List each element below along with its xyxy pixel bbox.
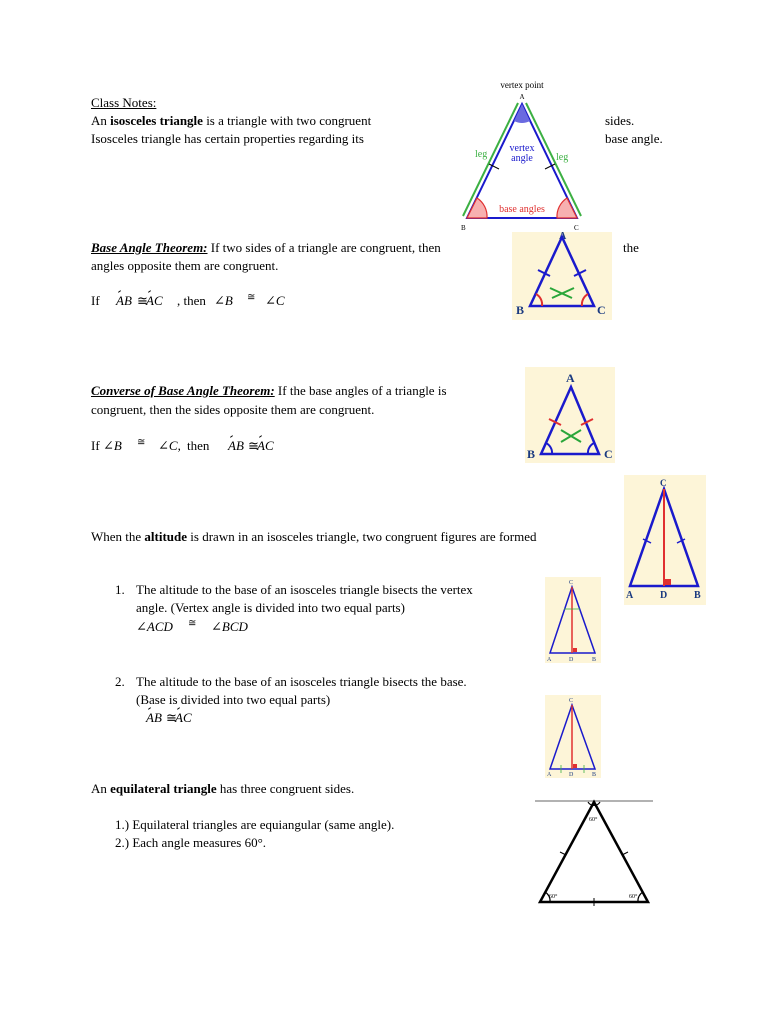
bat-title: Base Angle Theorem: <box>91 240 208 255</box>
bat-text-2: angles opposite them are congruent. <box>91 258 279 273</box>
small1-right-angle <box>573 648 577 652</box>
small2-right-angle <box>573 764 577 768</box>
cbat-ac-segment: AC <box>257 438 274 453</box>
equi-text-a: An <box>91 781 111 796</box>
alt-item-1-congruent: ≅ <box>188 618 197 629</box>
cbat-fig-c: C <box>604 447 613 461</box>
cbat-congruent-symbol-2: ≅ <box>248 438 259 453</box>
alt-fig-a: A <box>626 590 634 601</box>
bat-angle-b: ∠B <box>214 293 233 308</box>
small2-c: C <box>569 698 574 704</box>
converse-theorem-diagram <box>525 367 615 463</box>
equilateral-triangle-diagram <box>535 798 653 906</box>
small1-d: D <box>569 657 574 663</box>
notes-line1-c: sides. <box>605 113 635 128</box>
cbat-then: then <box>187 438 210 453</box>
term-altitude: altitude <box>144 529 188 544</box>
small1-c: C <box>569 580 574 586</box>
bat-text-1: If two sides of a triangle are congruent, then <box>207 240 441 255</box>
vertex-c-label: C <box>574 224 579 232</box>
cbat-text-2: congruent, then the sides opposite them are congruent. <box>91 402 375 417</box>
vertex-b-label: B <box>461 224 466 232</box>
altitude-diagram-small-2 <box>545 695 601 778</box>
alt-item-2-ab-segment: AB <box>146 710 162 725</box>
bat-line-1 <box>91 240 441 256</box>
bat-ac-segment: AC <box>146 293 163 308</box>
alt-item-2-number: 2. <box>115 674 125 689</box>
cbat-text-1: If the base angles of a triangle is <box>274 383 447 398</box>
bat-then: , then <box>177 293 206 308</box>
alt-item-1-number: 1. <box>115 582 125 597</box>
alt-item-1-angle-acd: ∠ACD <box>136 619 173 634</box>
leg-right-label: leg <box>556 152 569 163</box>
bat-text-1b: the <box>623 240 639 255</box>
cbat-angle-b: ∠B <box>103 438 122 453</box>
alt-item-1-line-1: The altitude to the base of an isosceles triangle bisects the vertex <box>136 582 473 597</box>
altitude-diagram-large <box>624 475 706 605</box>
leg-left-label: leg <box>475 149 488 160</box>
altitude-intro <box>91 529 537 545</box>
notes-line-1 <box>91 113 371 129</box>
equi-item-1: 1.) Equilateral triangles are equiangular (same angle). <box>115 817 395 832</box>
equi-text-b: has three congruent sides. <box>216 781 355 796</box>
equi-item-2: 2.) Each angle measures 60°. <box>115 835 267 850</box>
cbat-if: If <box>91 438 100 453</box>
alt-item-2-line-1: The altitude to the base of an isosceles triangle bisects the base. <box>136 674 467 689</box>
vertex-angle-label-1: vertex <box>509 143 535 154</box>
cbat-fig-b: B <box>527 447 536 461</box>
bat-angle-c: ∠C <box>265 293 285 308</box>
bat-if: If <box>91 293 100 308</box>
alt-fig-b: B <box>694 590 701 601</box>
vertex-point-label: vertex point <box>500 80 544 90</box>
vertex-angle-label-2: angle <box>511 153 533 164</box>
small2-b: B <box>592 772 597 778</box>
vertex-a-label: A <box>519 93 525 101</box>
cbat-ab-segment: AB <box>228 438 244 453</box>
small1-a: A <box>547 657 552 663</box>
small2-d: D <box>569 772 574 778</box>
altitude-diagram-small-1 <box>545 577 601 663</box>
bat-fig-c: C <box>597 303 606 317</box>
small2-a: A <box>547 772 552 778</box>
altitude-text-a: When the <box>91 529 145 544</box>
equi-label-right: 60° <box>629 894 638 900</box>
notes-line2-a: Isosceles triangle has certain properties regarding its <box>91 131 364 146</box>
base-angles-label: base angles <box>499 204 545 215</box>
base-angle-theorem-diagram <box>512 232 612 320</box>
cbat-fig-a: A <box>566 371 575 385</box>
cbat-angle-c: ∠C, <box>158 438 181 453</box>
equilateral-intro <box>91 781 354 797</box>
notes-line1-b: is a triangle with two congruent <box>202 113 372 128</box>
alt-item-1-angle-bcd: ∠BCD <box>211 619 248 634</box>
alt-item-2-ac-segment: AC <box>175 710 192 725</box>
cbat-line-1 <box>91 383 447 399</box>
alt-item-2-line-2: (Base is divided into two equal parts) <box>136 692 331 707</box>
cbat-title: Converse of Base Angle Theorem: <box>91 383 275 398</box>
alt-fig-c: C <box>660 478 667 488</box>
term-isosceles-triangle: isosceles triangle <box>110 113 203 128</box>
notes-heading: Class Notes: <box>91 95 157 110</box>
equi-label-top: 60° <box>589 817 598 823</box>
altitude-text-b: is drawn in an isosceles triangle, two congruent figures are formed <box>187 529 537 544</box>
equi-label-left: 60° <box>549 894 558 900</box>
isosceles-triangle-diagram <box>455 78 590 233</box>
alt-item-1-line-2: angle. (Vertex angle is divided into two equal parts) <box>136 600 405 615</box>
bat-congruent-symbol: ≅ <box>137 293 148 308</box>
notes-line1-a: An <box>91 113 111 128</box>
cbat-congruent-symbol: ≅ <box>137 437 146 448</box>
bat-congruent-symbol-2: ≅ <box>247 292 256 303</box>
small1-b: B <box>592 657 597 663</box>
notes-line2-b: base angle. <box>605 131 663 146</box>
alt-fig-d: D <box>660 590 668 601</box>
alt-item-2-congruent: ≅ <box>166 710 177 725</box>
bat-fig-a: A <box>559 232 567 242</box>
leg-right-line <box>526 103 581 216</box>
bat-ab-segment: AB <box>116 293 132 308</box>
bat-fig-b: B <box>516 303 525 317</box>
leg-left-line <box>463 103 518 216</box>
term-equilateral-triangle: equilateral triangle <box>110 781 217 796</box>
alt-fig-right-angle <box>665 579 671 585</box>
